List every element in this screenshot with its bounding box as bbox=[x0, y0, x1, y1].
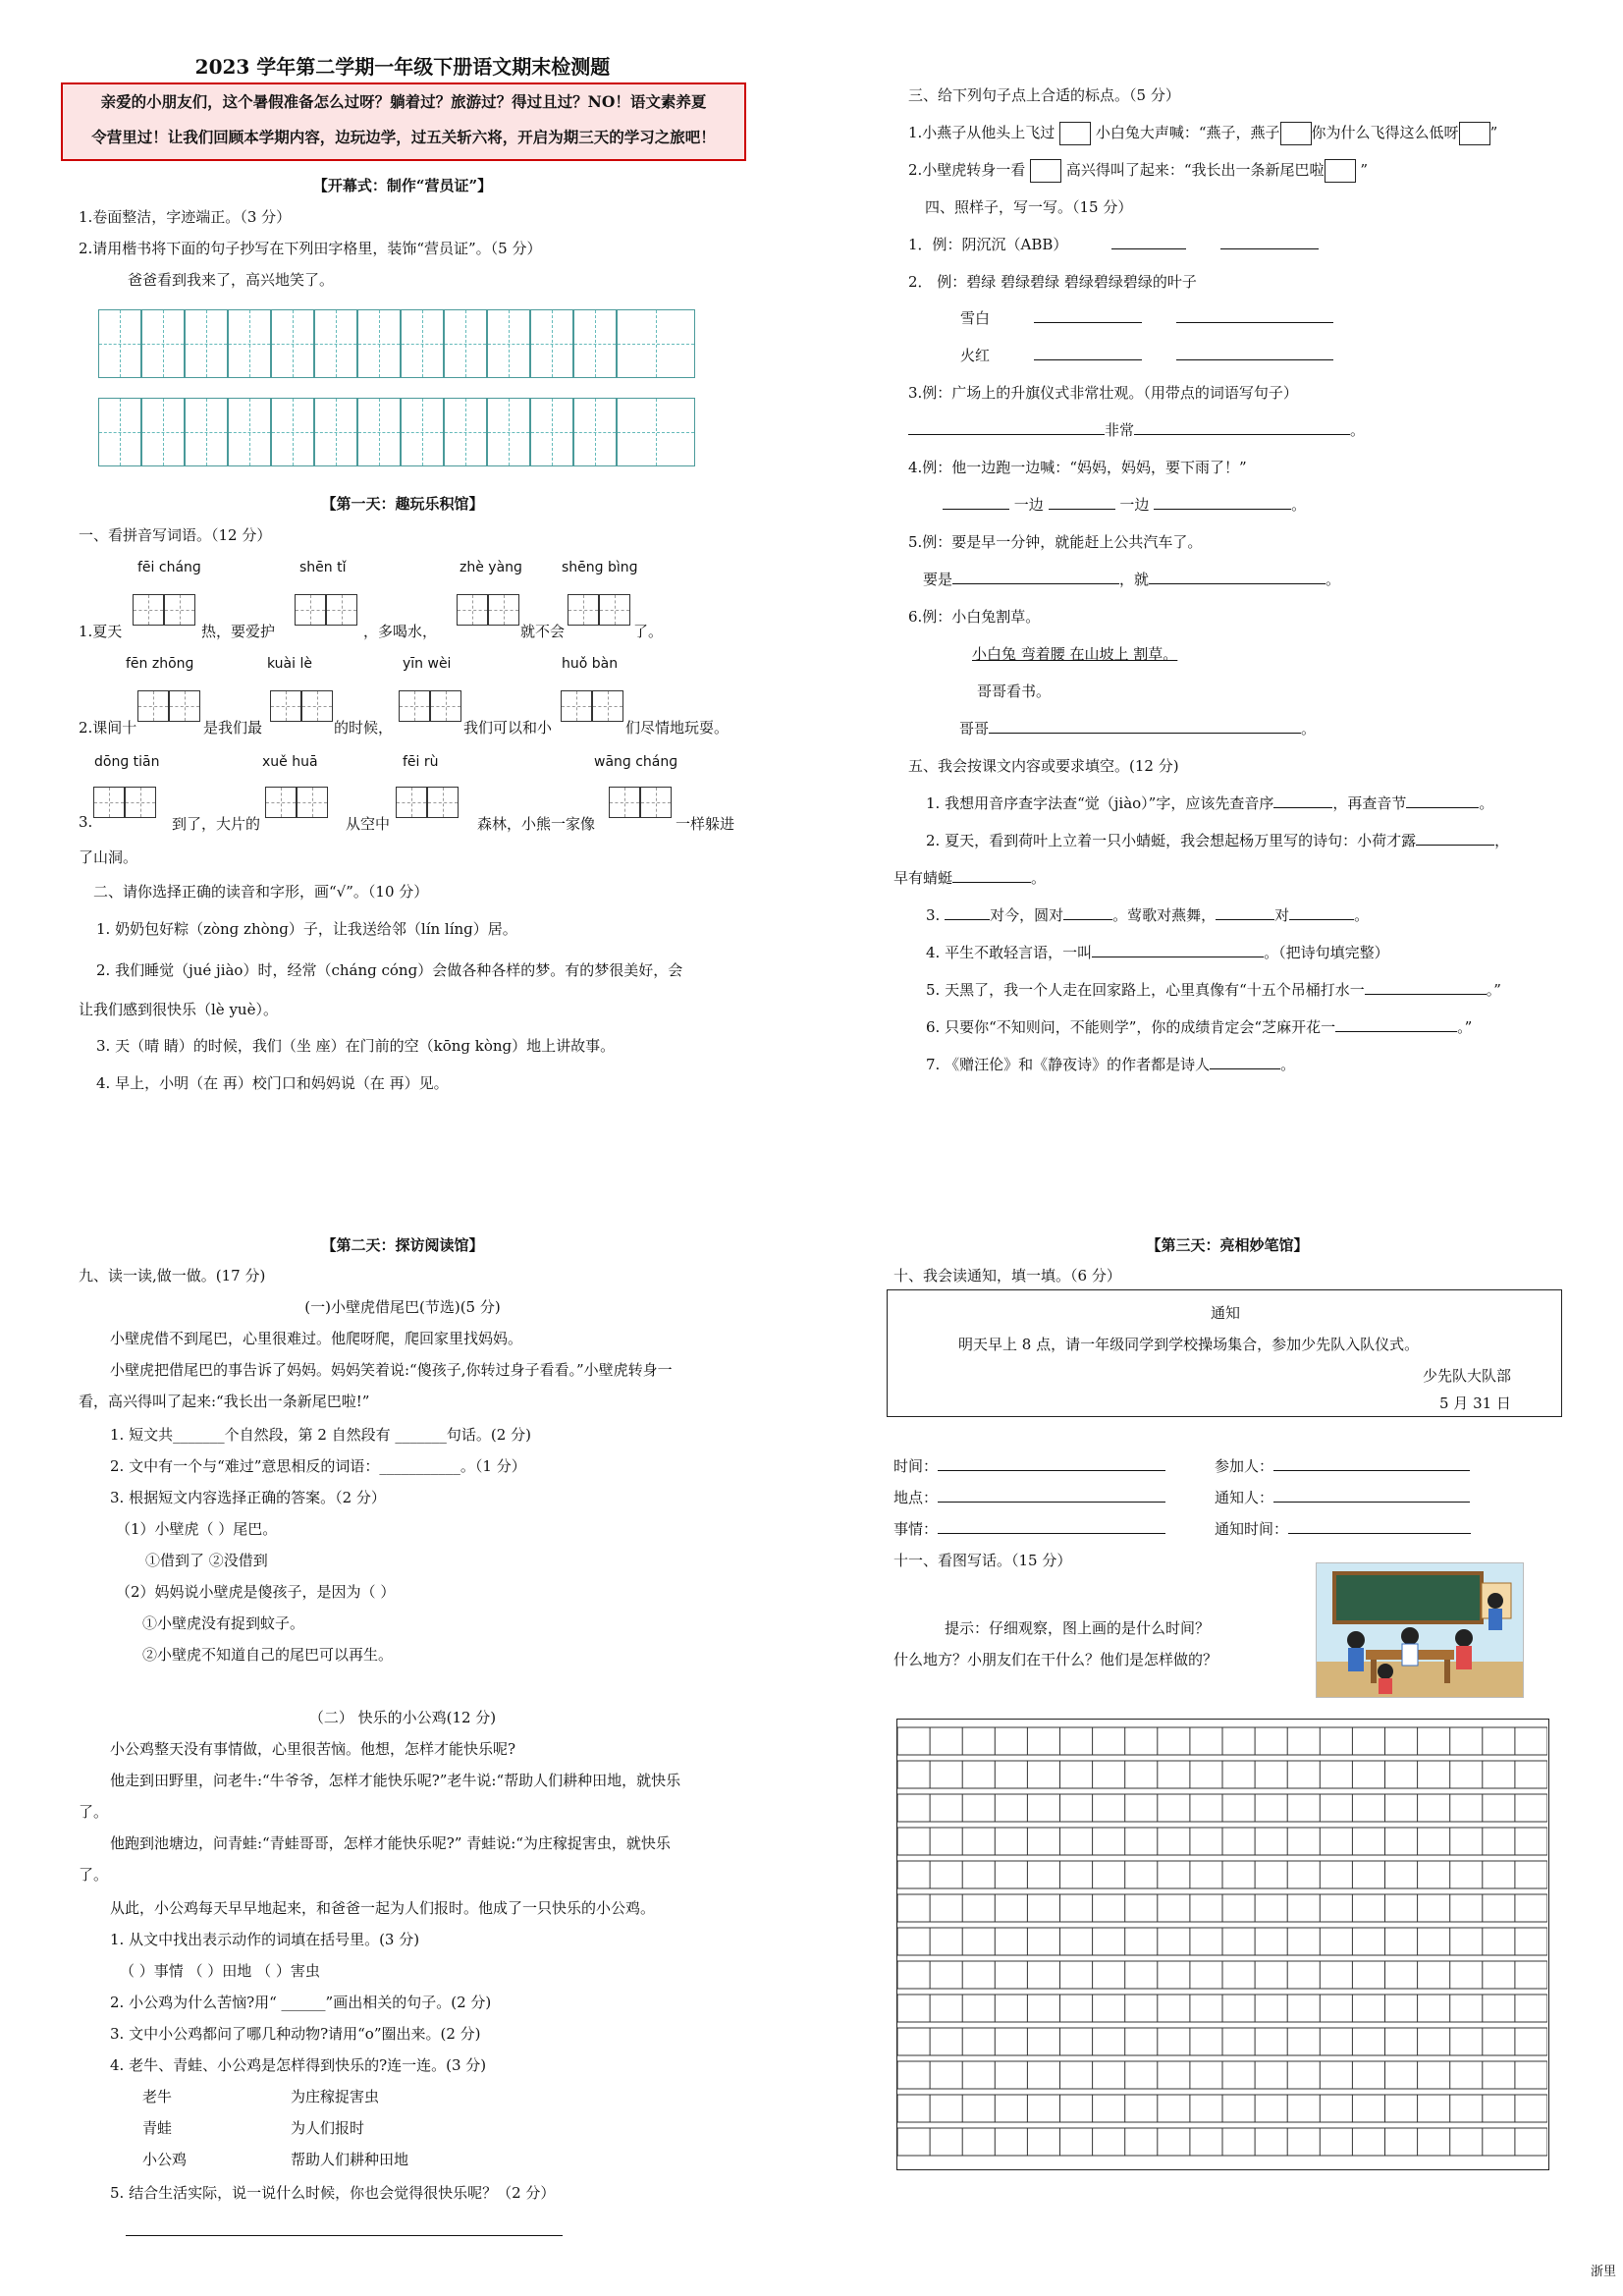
opening-q2: 2.请用楷书将下面的句子抄写在下列田字格里，装饰“营员证”。（5 分） bbox=[79, 240, 542, 257]
exam-title: 2023 学年第二学期一年级下册语文期末检测题 bbox=[194, 55, 611, 79]
write-box[interactable] bbox=[125, 787, 156, 818]
p2-q4: 4. 老牛、青蛙、小公鸡是怎样得到快乐的?连一连。(3 分) bbox=[110, 2056, 487, 2074]
write-box[interactable] bbox=[169, 690, 200, 722]
s4-6c: 哥哥看书。 bbox=[977, 683, 1052, 700]
fill-participants: 参加人： bbox=[1215, 1455, 1470, 1476]
fill-issuer: 通知人： bbox=[1215, 1487, 1470, 1507]
answer-blank[interactable] bbox=[1288, 1519, 1471, 1534]
r2-text-1: 2.课间十 bbox=[79, 719, 137, 737]
p2-q2: 2. 小公鸡为什么苦恼?用“ ______”画出相关的句子。(2 分) bbox=[110, 1994, 492, 2011]
s2-item-4: 4. 早上，小明（在 再）校门口和妈妈说（在 再）见。 bbox=[96, 1074, 449, 1092]
write-box[interactable] bbox=[399, 690, 430, 722]
s4-2b: 雪白 bbox=[960, 307, 1333, 328]
write-box[interactable] bbox=[137, 690, 169, 722]
s5-item-7: 7. 《赠汪伦》和《静夜诗》的作者都是诗人 。 bbox=[926, 1056, 1296, 1073]
passage2-line: 了。 bbox=[79, 1866, 109, 1884]
passage2-line: 从此，小公鸡每天早早地起来，和爸爸一起为人们报时。他成了一只快乐的小公鸡。 bbox=[110, 1899, 656, 1917]
s2-item-2: 2. 我们睡觉（jué jiào）时，经常（chánɡ cónɡ）会做各种各样的梦。有的梦很美好，会 bbox=[96, 961, 683, 979]
p2-q1-blanks[interactable]: （ ）事情 （ ）田地 （ ）害虫 bbox=[120, 1962, 320, 1980]
intro-banner bbox=[61, 82, 746, 161]
day1-heading: 【第一天：趣玩乐积馆】 bbox=[321, 495, 484, 513]
s4-title: 四、照样子，写一写。（15 分） bbox=[925, 198, 1133, 216]
s5-item-2b: 早有蜻蜓 。 bbox=[893, 869, 1047, 887]
match-left-item[interactable]: 小公鸡 bbox=[142, 2151, 188, 2168]
day3-heading: 【第三天：亮相妙笔馆】 bbox=[1146, 1236, 1309, 1254]
passage1-line: 看，高兴得叫了起来:“我长出一条新尾巴啦!” bbox=[79, 1393, 370, 1410]
punct-box[interactable] bbox=[1459, 122, 1490, 145]
answer-blank[interactable] bbox=[1416, 831, 1494, 846]
notice-title: 通知 bbox=[1210, 1304, 1240, 1322]
p1-q3-1: （1）小壁虎（ ）尾巴。 bbox=[116, 1520, 278, 1538]
answer-blank[interactable] bbox=[1273, 1488, 1470, 1503]
passage2-title: （二） 快乐的小公鸡(12 分) bbox=[308, 1709, 497, 1726]
r1-text-2: 热，要爱护 bbox=[201, 623, 276, 640]
opening-heading: 【开幕式：制作“营员证”】 bbox=[312, 177, 493, 194]
s4-6: 6.例：小白兔割草。 bbox=[908, 608, 1041, 626]
day1-s2-title: 二、请你选择正确的读音和字形，画“√”。（10 分） bbox=[93, 883, 429, 901]
composition-grid-lines bbox=[897, 1720, 1547, 2168]
match-right-item[interactable]: 为人们报时 bbox=[291, 2119, 365, 2137]
answer-blank[interactable] bbox=[1210, 1055, 1280, 1069]
s4-2c: 火红 bbox=[960, 345, 1333, 365]
write-box[interactable] bbox=[301, 690, 333, 722]
s4-5b: 要是 ，就 。 bbox=[923, 571, 1341, 588]
answer-blank[interactable] bbox=[908, 420, 1105, 435]
s4-4: 4.例：他一边跑一边喊：“妈妈，妈妈，要下雨了！” bbox=[908, 459, 1247, 476]
punct-box[interactable] bbox=[1280, 122, 1312, 145]
answer-blank[interactable] bbox=[1273, 1456, 1470, 1471]
write-box[interactable] bbox=[430, 690, 461, 722]
match-left-item[interactable]: 青蛙 bbox=[142, 2119, 173, 2137]
write-box[interactable] bbox=[609, 787, 640, 818]
day1-s1-title: 一、看拼音写词语。（12 分） bbox=[79, 526, 272, 544]
opening-q1: 1.卷面整洁，字迹端正。（3 分） bbox=[79, 208, 292, 226]
answer-blank[interactable] bbox=[1034, 346, 1142, 360]
answer-blank[interactable] bbox=[1406, 793, 1479, 808]
s2-item-1: 1. 奶奶包好粽（zònɡ zhònɡ）子，让我送给邻（lín línɡ）居。 bbox=[96, 920, 517, 938]
write-box[interactable] bbox=[265, 787, 297, 818]
passage1-title: (一)小壁虎借尾巴(节选)(5 分) bbox=[304, 1298, 501, 1316]
answer-blank[interactable] bbox=[989, 719, 1301, 734]
r1-text-4: 就不会 bbox=[520, 623, 566, 640]
pinyin-2-3: yīn wèi bbox=[403, 656, 452, 672]
match-right-item[interactable]: 为庄稼捉害虫 bbox=[291, 2088, 380, 2105]
hint-line-1: 提示：仔细观察，图上画的是什么时间？ bbox=[945, 1619, 1211, 1637]
r2-text-5: 们尽情地玩耍。 bbox=[625, 719, 730, 737]
write-box[interactable] bbox=[396, 787, 427, 818]
answer-blank[interactable] bbox=[1335, 1017, 1457, 1032]
notice-box bbox=[887, 1289, 1562, 1417]
r3-text-1: 3. bbox=[79, 813, 93, 831]
p1-q3-2-opt2[interactable]: ②小壁虎不知道自己的尾巴可以再生。 bbox=[142, 1646, 394, 1664]
classroom-illustration bbox=[1317, 1563, 1523, 1697]
r3-tail: 了山洞。 bbox=[79, 848, 138, 866]
answer-blank[interactable] bbox=[952, 868, 1031, 883]
pinyin-3-4: wānɡ chánɡ bbox=[594, 754, 678, 770]
answer-blank[interactable] bbox=[1034, 308, 1142, 323]
pinyin-2-2: kuài lè bbox=[267, 656, 312, 672]
answer-blank[interactable] bbox=[1216, 905, 1274, 920]
answer-blank[interactable] bbox=[1149, 570, 1325, 584]
s3-title: 三、给下列句子点上合适的标点。（5 分） bbox=[908, 86, 1180, 104]
s4-4b: 一边 一边 。 bbox=[943, 494, 1306, 515]
write-box[interactable] bbox=[568, 594, 599, 626]
composition-grid[interactable] bbox=[896, 1719, 1549, 2170]
write-box[interactable] bbox=[295, 594, 326, 626]
s4-3b: 非常 。 bbox=[908, 419, 1365, 440]
s4-5: 5.例：要是早一分钟，就能赶上公共汽车了。 bbox=[908, 533, 1203, 551]
s3-line-1: 1.小燕子从他头上飞过 小白兔大声喊：“燕子，燕子 你为什么飞得这么低呀 ” bbox=[908, 122, 1497, 145]
r2-text-2: 是我们最 bbox=[203, 719, 263, 737]
pinyin-1-2: shēn tǐ bbox=[299, 560, 347, 575]
answer-blank[interactable] bbox=[938, 1519, 1165, 1534]
passage2-line: 他走到田野里，问老牛:“牛爷爷，怎样才能快乐呢?”老牛说:“帮助人们耕种田地，就快乐 bbox=[110, 1772, 681, 1789]
p2-q5: 5. 结合生活实际，说一说什么时候，你也会觉得很快乐呢？（2 分） bbox=[110, 2184, 556, 2202]
pinyin-2-1: fēn zhōnɡ bbox=[126, 656, 194, 672]
r1-text-3: ，多喝水， bbox=[363, 623, 438, 640]
notice-body: 明天早上 8 点，请一年级同学到学校操场集合，参加少先队入队仪式。 bbox=[958, 1336, 1420, 1353]
answer-blank[interactable] bbox=[1176, 308, 1333, 323]
write-box[interactable] bbox=[457, 594, 488, 626]
s2-item-2b: 让我们感到很快乐（lè yuè）。 bbox=[79, 1001, 278, 1018]
notice-date: 5 月 31 日 bbox=[1439, 1394, 1511, 1412]
pinyin-1-3: zhè yànɡ bbox=[460, 560, 522, 575]
write-box[interactable] bbox=[599, 594, 630, 626]
banner-line-1: 亲爱的小朋友们，这个暑假准备怎么过呀？躺着过？旅游过？得过且过？NO！语文素养夏 bbox=[100, 92, 707, 111]
match-right-item[interactable]: 帮助人们耕种田地 bbox=[291, 2151, 409, 2168]
fill-time: 时间： bbox=[893, 1455, 1165, 1476]
fill-place: 地点： bbox=[893, 1487, 1165, 1507]
answer-blank[interactable] bbox=[1134, 420, 1350, 435]
answer-blank[interactable] bbox=[1092, 943, 1264, 957]
tianzige-row-2[interactable] bbox=[98, 398, 695, 466]
s4-2a: 2． 例：碧绿 碧绿碧绿 碧绿碧绿碧绿的叶子 bbox=[908, 273, 1197, 291]
passage2-line: 他跑到池塘边，问青蛙:“青蛙哥哥，怎样才能快乐呢?” 青蛙说:“为庄稼捉害虫，就快乐 bbox=[110, 1834, 671, 1852]
s9-title: 九、读一读,做一做。(17 分) bbox=[79, 1267, 266, 1285]
punct-box[interactable] bbox=[1059, 122, 1091, 145]
write-box[interactable] bbox=[297, 787, 328, 818]
classroom-picture bbox=[1316, 1562, 1524, 1698]
passage2-line: 小公鸡整天没有事情做，心里很苦恼。他想，怎样才能快乐呢? bbox=[110, 1740, 516, 1758]
r2-text-4: 我们可以和小 bbox=[463, 719, 553, 737]
answer-blank[interactable] bbox=[938, 1456, 1165, 1471]
r2-text-3: 的时候， bbox=[334, 719, 394, 737]
r1-text-1: 1.夏天 bbox=[79, 623, 123, 640]
pinyin-3-1: dōnɡ tiān bbox=[94, 754, 160, 770]
s5-item-1: 1. 我想用音序查字法查“觉（jiào）”字，应该先查音序 ，再查音节 。 bbox=[926, 794, 1494, 812]
r3-text-3: 从空中 bbox=[346, 815, 391, 833]
s5-item-2: 2. 夏天，看到荷叶上立着一只小蜻蜓，我会想起杨万里写的诗句：小荷才露 ， bbox=[926, 832, 1510, 849]
fill-issue-time: 通知时间： bbox=[1215, 1518, 1471, 1539]
p1-q2: 2. 文中有一个与“难过”意思相反的词语：___________。（1 分） bbox=[110, 1457, 526, 1475]
answer-blank[interactable] bbox=[952, 570, 1119, 584]
pinyin-1-1: fēi chánɡ bbox=[137, 560, 201, 575]
pinyin-3-3: fēi rù bbox=[403, 754, 439, 770]
s4-6-example: 小白兔 弯着腰 在山坡上 割草。 bbox=[972, 645, 1178, 663]
day2-heading: 【第二天：探访阅读馆】 bbox=[321, 1236, 484, 1254]
s5-item-3: 3. 对今，圆对 。莺歌对燕舞， 对 。 bbox=[926, 906, 1370, 924]
punct-box[interactable] bbox=[1325, 159, 1356, 183]
answer-blank[interactable] bbox=[1220, 235, 1319, 249]
write-box[interactable] bbox=[488, 594, 519, 626]
s4-6d: 哥哥 。 bbox=[959, 720, 1317, 738]
banner-line-2: 令营里过！让我们回顾本学期内容，边玩边学，过五关斩六将，开启为期三天的学习之旅吧！ bbox=[91, 128, 716, 146]
p1-q1: 1. 短文共_______个自然段，第 2 自然段有 _______句话。(2 分) bbox=[110, 1426, 531, 1444]
p1-q3-2: （2）妈妈说小壁虎是傻孩子，是因为（ ） bbox=[116, 1583, 396, 1601]
s4-3: 3.例：广场上的升旗仪式非常壮观。（用带点的词语写句子） bbox=[908, 384, 1298, 402]
r3-text-2: 到了，大片的 bbox=[172, 815, 261, 833]
answer-blank[interactable] bbox=[945, 905, 990, 920]
pinyin-2-4: huǒ bàn bbox=[562, 656, 619, 672]
punct-box[interactable] bbox=[1030, 159, 1061, 183]
answer-blank[interactable] bbox=[1154, 495, 1291, 510]
passage1-line: 小壁虎借不到尾巴，心里很难过。他爬呀爬，爬回家里找妈妈。 bbox=[110, 1330, 523, 1347]
s2-item-3: 3. 天（晴 睛）的时候，我们（坐 座）在门前的空（kōnɡ kònɡ）地上讲故事。 bbox=[96, 1037, 616, 1055]
answer-line[interactable] bbox=[126, 2235, 563, 2236]
s5-item-6: 6. 只要你“不知则问，不能则学”，你的成绩肯定会“芝麻开花一 。” bbox=[926, 1018, 1473, 1036]
pinyin-1-4: shēnɡ bìnɡ bbox=[562, 560, 638, 575]
p1-q3-1-options[interactable]: ①借到了 ②没借到 bbox=[145, 1552, 268, 1569]
answer-blank[interactable] bbox=[1176, 346, 1333, 360]
answer-blank[interactable] bbox=[938, 1488, 1165, 1503]
match-left-item[interactable]: 老牛 bbox=[142, 2088, 173, 2105]
s5-title: 五、我会按课文内容或要求填空。(12 分) bbox=[908, 757, 1179, 775]
hint-line-2: 什么地方？小朋友们在干什么？他们是怎样做的？ bbox=[893, 1651, 1218, 1668]
answer-blank[interactable] bbox=[1273, 793, 1332, 808]
p2-q1: 1. 从文中找出表示动作的词填在括号里。(3 分) bbox=[110, 1931, 420, 1948]
footer-mark: 浙里 bbox=[1591, 2265, 1617, 2279]
passage2-line: 了。 bbox=[79, 1803, 109, 1821]
p1-q3-2-opt1[interactable]: ①小壁虎没有捉到蚊子。 bbox=[142, 1614, 305, 1632]
s5-item-4: 4. 平生不敢轻言语，一叫 。（把诗句填完整） bbox=[926, 944, 1389, 961]
write-box[interactable] bbox=[326, 594, 357, 626]
write-box[interactable] bbox=[270, 690, 301, 722]
write-box[interactable] bbox=[561, 690, 592, 722]
answer-blank[interactable] bbox=[1289, 905, 1354, 920]
answer-blank[interactable] bbox=[1063, 905, 1112, 920]
s4-1: 1．例：阴沉沉（ABB） bbox=[908, 234, 1319, 254]
r1-text-5: 了。 bbox=[633, 623, 664, 640]
write-box[interactable] bbox=[640, 787, 672, 818]
write-box[interactable] bbox=[427, 787, 459, 818]
p2-q3: 3. 文中小公鸡都问了哪几种动物?请用“o”圈出来。(2 分) bbox=[110, 2025, 481, 2043]
write-box[interactable] bbox=[93, 787, 125, 818]
r3-text-4: 森林，小熊一家像 bbox=[477, 815, 596, 833]
fill-event: 事情： bbox=[893, 1518, 1165, 1539]
write-box[interactable] bbox=[133, 594, 164, 626]
copy-sentence: 爸爸看到我来了，高兴地笑了。 bbox=[128, 271, 335, 289]
write-box[interactable] bbox=[592, 690, 623, 722]
r3-text-5: 一样躲进 bbox=[676, 815, 735, 833]
p1-q3: 3. 根据短文内容选择正确的答案。（2 分） bbox=[110, 1489, 386, 1506]
notice-sign: 少先队大队部 bbox=[1423, 1367, 1512, 1385]
s10-title: 十、我会读通知，填一填。（6 分） bbox=[893, 1267, 1121, 1285]
answer-blank[interactable] bbox=[1049, 495, 1115, 510]
answer-blank[interactable] bbox=[1365, 980, 1487, 995]
s11-title: 十一、看图写话。（15 分） bbox=[893, 1552, 1072, 1569]
write-box[interactable] bbox=[164, 594, 195, 626]
s3-line-2: 2.小壁虎转身一看 高兴得叫了起来：“我长出一条新尾巴啦 ” bbox=[908, 159, 1368, 183]
answer-blank[interactable] bbox=[943, 495, 1009, 510]
answer-blank[interactable] bbox=[1111, 235, 1186, 249]
tianzige-row-1[interactable] bbox=[98, 309, 695, 378]
pinyin-3-2: xuě huā bbox=[262, 754, 318, 770]
s5-item-5: 5. 天黑了，我一个人走在回家路上，心里真像有“十五个吊桶打水一 。” bbox=[926, 981, 1501, 999]
passage1-line: 小壁虎把借尾巴的事告诉了妈妈。妈妈笑着说:“傻孩子,你转过身子看看。”小壁虎转身一 bbox=[110, 1361, 673, 1379]
